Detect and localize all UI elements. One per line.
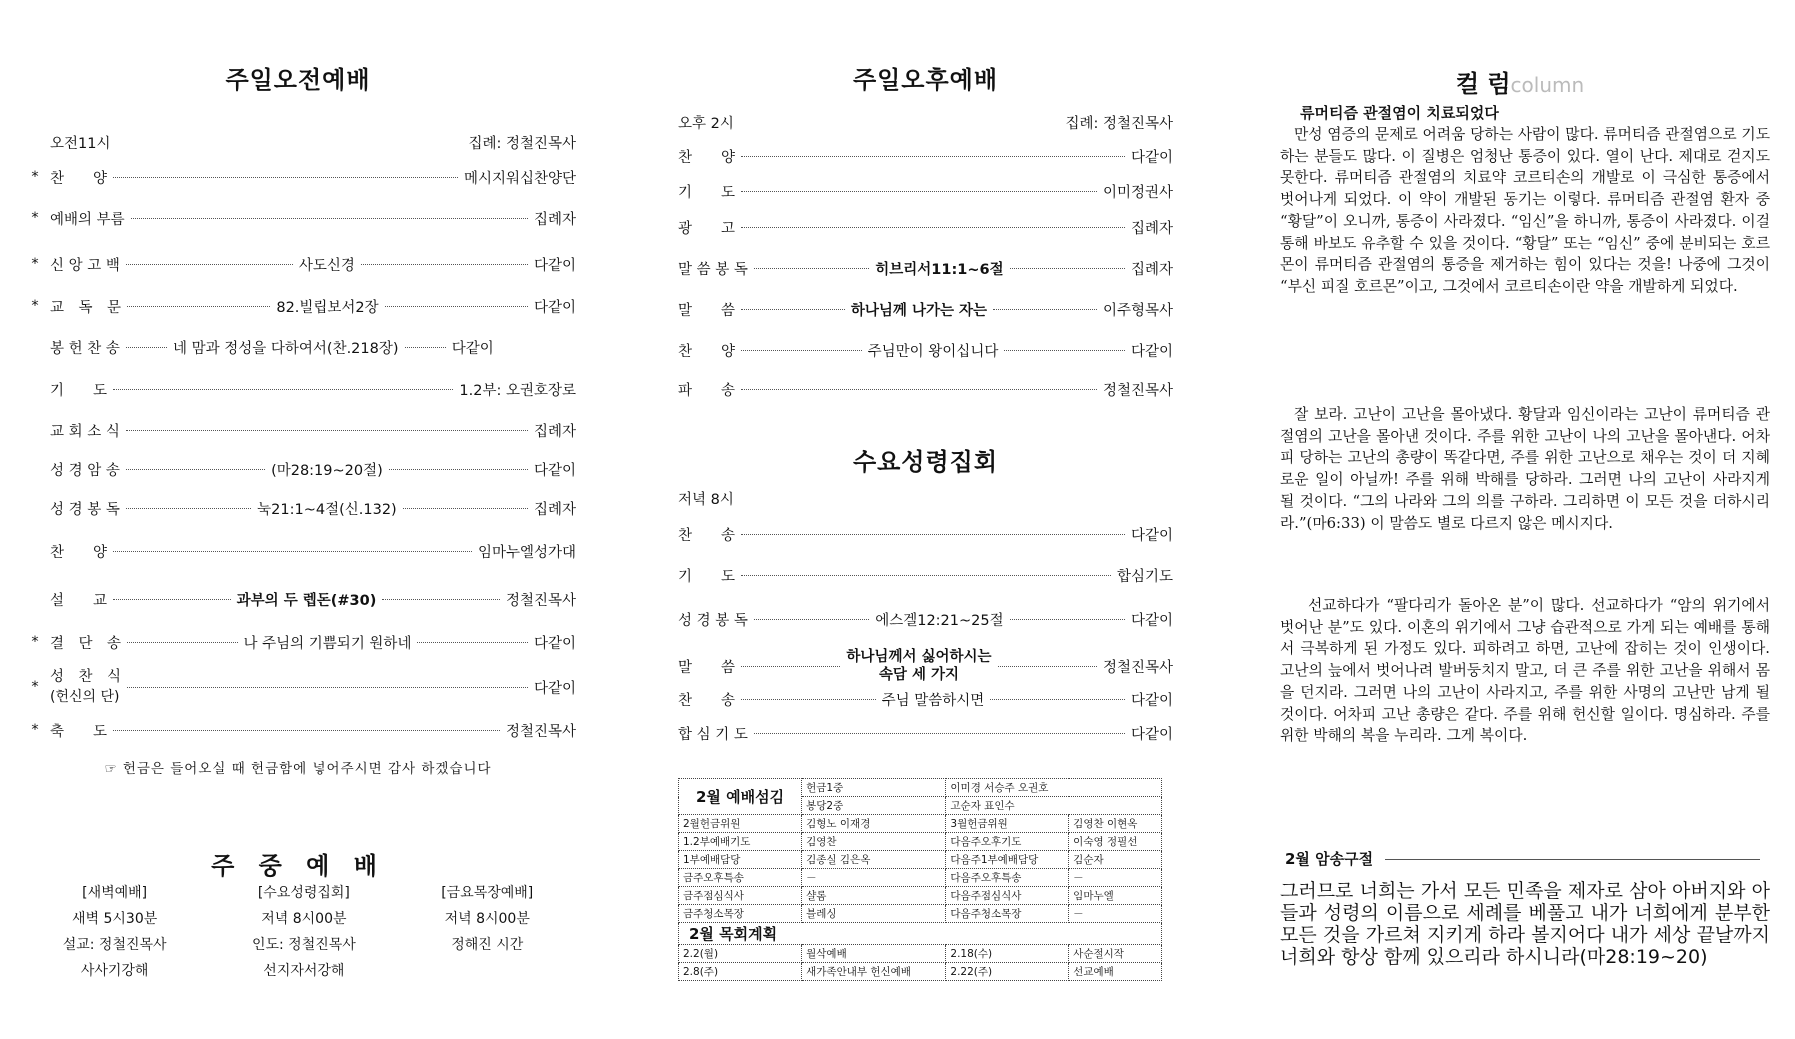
- program-label: 찬 송: [678, 692, 736, 709]
- morning-service-title: 주일오전예배: [225, 66, 371, 94]
- program-leader: 다같이: [1130, 692, 1173, 709]
- program-row: * 교 독 문 82.빌립보서2장 다같이: [20, 293, 576, 319]
- program-row: [678, 214, 1173, 240]
- program-row: [678, 178, 1173, 204]
- program-leader: 다같이: [1130, 149, 1173, 166]
- program-label: 말 씀: [678, 302, 736, 319]
- program-leader: 다같이: [451, 340, 494, 357]
- table-row: 1.2부예배기도 김영찬 다음주오후기도 이숙영 정필선: [679, 833, 1162, 851]
- program-label: 파 송: [678, 382, 736, 399]
- program-row: [678, 646, 1173, 686]
- memory-verse-title: 2월 암송구절: [1285, 850, 1374, 868]
- program-leader: 메시지워십찬양단: [463, 170, 576, 187]
- program-row: [678, 337, 1173, 363]
- program-leader: 정철진목사: [505, 723, 576, 740]
- weekday-service-title: 주 중 예 배: [211, 852, 385, 880]
- program-row: [678, 720, 1173, 746]
- program-row: [678, 143, 1173, 169]
- program-content: 히브리서11:1~6절: [875, 261, 1004, 278]
- program-leader: 다같이: [533, 257, 577, 274]
- program-row: [20, 538, 576, 564]
- program-row: [20, 376, 576, 402]
- program-label: 결 단 송: [50, 635, 122, 652]
- program-row: [20, 334, 576, 360]
- program-leader: 정철진목사: [1102, 659, 1173, 676]
- table-row: [679, 923, 1162, 945]
- weekday-service: [새벽예배] 새벽 5시30분 설교: 정철진목사 사사기강해: [62, 885, 167, 979]
- duty-section-title: 2월 예배섬김: [679, 779, 802, 815]
- program-content: 네 맘과 정성을 다하여서(찬.218장): [173, 340, 399, 357]
- program-leader: 다같이: [533, 299, 577, 316]
- program-row: * 성 찬 식 (헌신의 단) 다같이: [31, 669, 576, 705]
- program-content: (마28:19~20절): [271, 462, 383, 479]
- afternoon-service-leader: 집례: 정철진목사: [1065, 116, 1173, 132]
- service-duty-table: [678, 778, 1162, 981]
- table-row: 봉당2중 고순자 표인수: [679, 797, 1162, 815]
- program-leader: 다같이: [533, 680, 576, 697]
- program-leader: 집례자: [533, 211, 576, 228]
- program-row: [678, 376, 1173, 402]
- program-row: [678, 296, 1173, 322]
- weekday-service: [금요목장예배] 저녁 8시00분 정해진 시간: [441, 885, 534, 953]
- wednesday-service-time: 저녁 8시: [678, 492, 734, 508]
- program-row: * 결 단 송 나 주님의 기쁨되기 원하네 다같이: [20, 629, 576, 655]
- program-content: 에스겔12:21~25절: [875, 612, 1004, 629]
- program-leader: 합심기도: [1116, 568, 1173, 585]
- program-row: [678, 562, 1173, 588]
- program-row: * 찬 양 메시지워십찬양단: [20, 164, 576, 190]
- program-content: 82.빌립보서2장: [276, 299, 379, 316]
- afternoon-service-header: [678, 112, 1173, 133]
- program-leader: 이주형목사: [1102, 302, 1174, 319]
- table-row: 1부예배담당 김종실 김은옥 다음주1부예배담당 김순자: [679, 851, 1162, 869]
- program-leader: 집례자: [1130, 261, 1174, 278]
- program-leader: 다같이: [1130, 527, 1173, 544]
- program-leader: 1.2부: 오권호장로: [459, 382, 576, 399]
- program-label: 광 고: [678, 220, 736, 237]
- program-label: 찬 양: [50, 544, 108, 561]
- program-label: 봉 헌 찬 송: [50, 340, 120, 357]
- table-row: 금주오후특송 － 다음주오후특송 －: [679, 869, 1162, 887]
- sermon-title: 하나님께서 싫어하시는 속담 세 가지: [846, 649, 992, 683]
- wednesday-service-header: [678, 488, 1173, 509]
- program-row: [20, 495, 576, 521]
- program-label: 기 도: [50, 382, 108, 399]
- program-row: * 축 도 정철진목사: [20, 717, 576, 743]
- column-title: 컬 럼column: [1455, 70, 1585, 98]
- program-label: 기 도: [678, 184, 736, 201]
- program-label: 성 찬 식 (헌신의 단): [50, 669, 122, 705]
- program-row: [678, 686, 1173, 712]
- program-label: 찬 양: [50, 170, 108, 187]
- program-content: 주님 말씀하시면: [881, 692, 985, 709]
- program-label: 기 도: [678, 568, 736, 585]
- program-label: 성 경 암 송: [50, 462, 120, 479]
- table-row: 금주청소목장 블레싱 다음주청소목장 －: [679, 905, 1162, 923]
- morning-service-time: 오전11시: [50, 136, 111, 152]
- program-leader: 다같이: [1130, 726, 1173, 743]
- program-label: 찬 양: [678, 343, 736, 360]
- program-leader: 정철진목사: [505, 592, 577, 609]
- program-label: 성 경 봉 독: [50, 501, 120, 518]
- program-row: [678, 606, 1173, 632]
- program-label: 찬 송: [678, 527, 736, 544]
- offering-note: ☞ 헌금은 들어오실 때 헌금함에 넣어주시면 감사 하겠습니다: [104, 761, 492, 777]
- program-label: 신 앙 고 백: [50, 257, 120, 274]
- program-content: 눅21:1~4절(신.132): [257, 501, 397, 518]
- program-label: 예배의 부름: [50, 211, 125, 228]
- program-label: 찬 양: [678, 149, 736, 166]
- program-label: 합 심 기 도: [678, 726, 748, 743]
- program-leader: 임마누엘성가대: [477, 544, 576, 561]
- program-leader: 다같이: [1130, 343, 1173, 360]
- table-row: 2.2(월) 월삭예배 2.18(수) 사순절시작: [679, 945, 1162, 963]
- afternoon-service-title: 주일오후예배: [852, 66, 999, 94]
- program-label: 축 도: [50, 723, 108, 740]
- program-row: [678, 521, 1173, 547]
- program-row: [20, 456, 576, 482]
- memory-verse-divider: [1385, 859, 1760, 860]
- program-label: 말 씀 봉 독: [678, 261, 748, 278]
- program-leader: 다같이: [533, 462, 577, 479]
- program-label: 성 경 봉 독: [678, 612, 748, 629]
- program-content: 나 주님의 기쁨되기 원하네: [243, 635, 412, 652]
- table-row: 2월 예배섬김 헌금1중 이미경 서승주 오권호: [679, 779, 1162, 797]
- plan-section-title: 2월 목회계획: [679, 923, 1162, 945]
- program-content: 사도신경: [298, 257, 355, 274]
- program-leader: 집례자: [533, 423, 576, 440]
- program-row: [678, 255, 1173, 281]
- program-leader: 다같이: [533, 635, 576, 652]
- table-row: 금주점심식사 샬롬 다음주점심식사 임마누엘: [679, 887, 1162, 905]
- program-label: 설 교: [50, 592, 108, 609]
- program-leader: 다같이: [1130, 612, 1173, 629]
- sermon-title: 과부의 두 렙돈(#30): [236, 592, 377, 609]
- table-row: 2.8(주) 새가족안내부 헌신예배 2.22(주) 선교예배: [679, 963, 1162, 981]
- program-leader: 정철진목사: [1102, 382, 1173, 399]
- program-leader: 집례자: [1130, 220, 1173, 237]
- article-paragraph: 선교하다가 “팔다리가 돌아온 분”이 많다. 선교하다가 “암의 위기에서 벗어난 분”도 있다. 이혼의 위기에서 그냥 습관적으로 가게 되는 예배를 통해서 극복하게 된 가정도 있다. 피하려고 하면, 고난에 잡히는 것이 인생이다. 고난의 늪에서 벗어나려 발버둥치지 말고, 더 큰 주를 위한 고난을 위해서 몸을 던지라. 그러면 나의 고난이 사라지고, 주를 위한 사명의 고난만 남게 될 것이다. 어차피 고난 총량은 같다. 주를 위해 헌신할 일이다. 명심하라. 주를 위한 박해의 복을 누리라. 그게 복이다.: [1280, 597, 1770, 745]
- program-content: 주님만이 왕이십니다: [867, 343, 999, 360]
- morning-service-leader: 집례: 정철진목사: [468, 136, 576, 152]
- program-label: 교 회 소 식: [50, 423, 120, 440]
- program-leader: 집례자: [533, 501, 577, 518]
- program-row: * 신 앙 고 백 사도신경 다같이: [20, 251, 576, 277]
- memory-verse: 그러므로 너희는 가서 모든 민족을 제자로 삼아 아버지와 아들과 성령의 이름으로 세례를 베풀고 내가 너희에게 분부한 모든 것을 가르쳐 지키게 하라 볼지어다 내가 세상 끝날까지 너희와 항상 함께 있으리라 하시니라(마28:19~20): [1280, 880, 1770, 968]
- sermon-title: 하나님께 나가는 자는: [850, 302, 988, 319]
- program-row: * 예배의 부름 집례자: [20, 205, 576, 231]
- article-subheading: 류머티즘 관절염이 치료되었다: [1300, 104, 1499, 122]
- article-paragraph: 만성 염증의 문제로 어려움 당하는 사람이 많다. 류머티즘 관절염으로 기도하는 분들도 많다. 이 질병은 엄청난 통증이 있다. 열이 난다. 제대로 걷지도 못한다. 류머티즘 관절염의 치료약 코르티손의 개발로 이 극심한 통증에서 벗어나게 되었다. 이 약이 개발된 동기는 이렇다. 류머티즘 관절염 환자 중 “황달”이 오니까, 통증이 사라졌다. “임신”을 하니까, 통증이 사라졌다. 이걸 통해 바보도 유추할 수 있을 것이다. “황달” 또는 “임신” 중에 분비되는 호르몬이 류머티즘 관절염의 통증을 제거하는 힘이 있다는 것을! 나중에 그것이 “부신 피질 호르몬”이고, 그것에서 코르티손이란 약을 개발하게 되었다.: [1280, 126, 1770, 295]
- wednesday-service-title: 수요성령집회: [852, 448, 999, 476]
- weekday-schedule: [20, 880, 576, 984]
- afternoon-service-time: 오후 2시: [678, 116, 734, 132]
- program-leader: 이미정권사: [1102, 184, 1173, 201]
- article-paragraph: 잘 보라. 고난이 고난을 몰아냈다. 황달과 임신이라는 고난이 류머티즘 관절염의 고난을 몰아낸 것이다. 주를 위한 고난이 나의 고난을 몰아낸다. 어차피 당하는 고난의 총량이 똑같다면, 주를 위한 고난으로 채우는 것이 더 지혜로운 일이 아닐까! 주를 위해 박해를 당하라. 그러면 나의 고난이 사라지게 될 것이다. “그의 나라와 그의 의를 구하라. 그리하면 이 모든 것을 더하시리라.”(마6:33) 이 말씀도 별로 다르지 않은 메시지다.: [1280, 406, 1770, 532]
- table-row: 2월헌금위원 김형노 이재경 3월헌금위원 김영찬 이현옥: [679, 815, 1162, 833]
- morning-service-header: [20, 132, 576, 153]
- program-row: [20, 417, 576, 443]
- program-label: 교 독 문: [50, 299, 122, 316]
- program-label: 말 씀: [678, 659, 736, 676]
- weekday-service: [수요성령집회] 저녁 8시00분 인도: 정철진목사 선지자서강해: [251, 885, 356, 979]
- program-row: [20, 586, 576, 612]
